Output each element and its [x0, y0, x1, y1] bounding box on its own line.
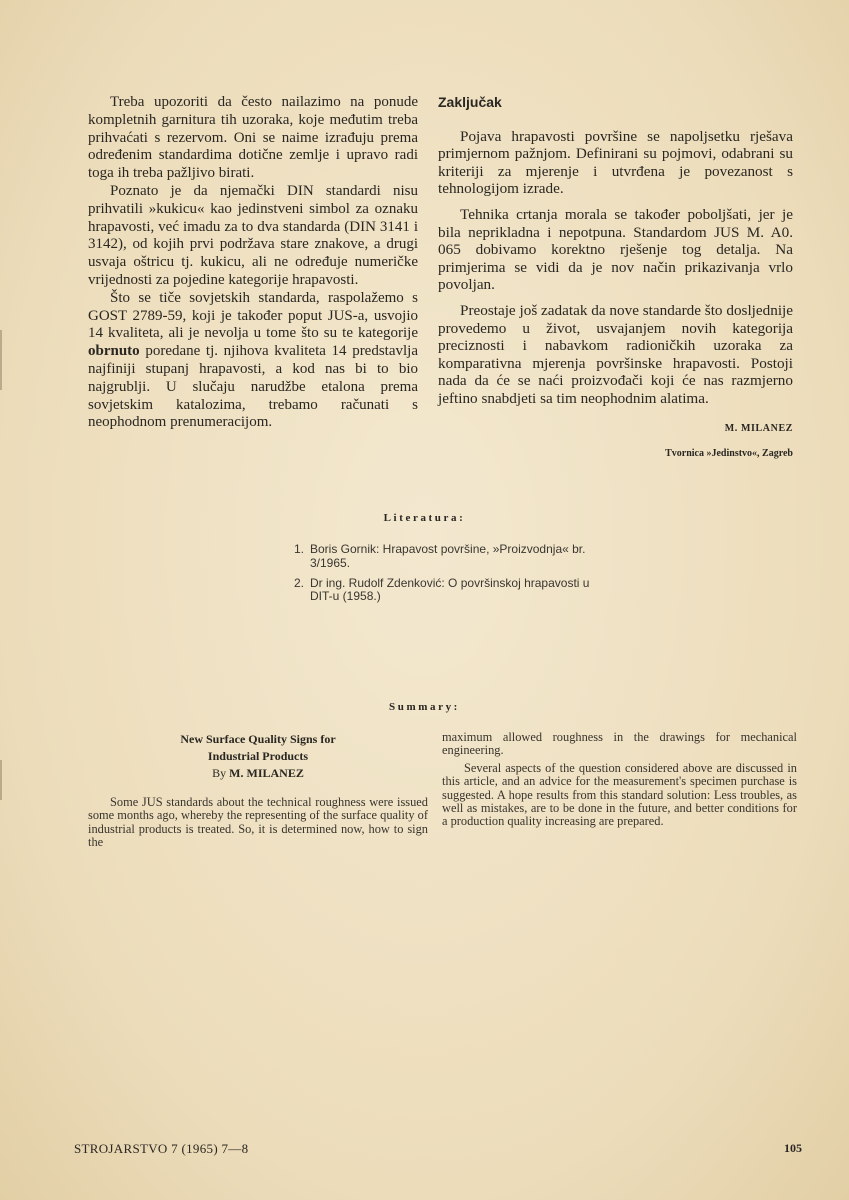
binding-edge-mark	[0, 330, 2, 390]
reference-number: 2.	[294, 575, 305, 590]
by-label: By	[212, 766, 227, 780]
summary-left-text: Some JUS standards about the technical roughness were issued some months ago, whereby the representing of the surface quality of industrial products is treated. So, it is determined now, how to sign the	[88, 795, 428, 850]
journal-footer: STROJARSTVO 7 (1965) 7—8	[74, 1141, 249, 1156]
reference-item	[294, 577, 612, 605]
conclusion-paragraph-3: Preostaje još zadatak da nove standarde što dosljednije provedemo u život, usvajanjem novih kategorija preciznosti i nabavkom radioničkih uzoraka za komparativna mjerenja površinske hrapavosti. Postoji nada da će se naći proizvođači koji će nas razmjerno jeftino snabdjeti sa tim neophodnim alatima.	[438, 301, 793, 407]
emphasis-obrnuto: obrnuto	[88, 343, 140, 360]
summary-title-line-2: Industrial Products	[207, 749, 309, 763]
page-number: 105	[784, 1141, 802, 1155]
binding-edge-mark	[0, 760, 2, 800]
summary-right-paragraph-2: Several aspects of the question considered above are discussed in this article, and an advice for the measurement's specimen purchase is suggested. A hope results from this standard solution: Less troubles, as well as mistakes, are to be done in the future, and better conditions for a production quality increasing are prepared.	[442, 760, 797, 829]
reference-item	[294, 543, 612, 571]
author-signature: M. MILANEZ	[724, 422, 793, 434]
left-paragraph-2: Poznato je da njemački DIN standardi nisu prihvatili »kukicu« kao jedinstveni simbol za oznaku hrapavosti, već imadu za to dva standarda (DIN 3141 i 3142), od kojih prvi podržava stare znakove, a drugi usvaja oštricu tj. kukicu, ali ne određuje numeričke vrijednosti za pojedine kategorije hrapavosti.	[88, 182, 418, 288]
conclusion-paragraph-1: Pojava hrapavosti površine se napoljsetku rješava primjernom pažnjom. Definirani su pojmovi, odabrani su kriteriji za mjerenje i utvrđena je povezanost s tehnologijom izrade.	[438, 127, 793, 198]
reference-text: Dr ing. Rudolf Zdenković: O površinskoj hrapavosti u DIT-u (1958.)	[310, 575, 590, 604]
left-paragraph-3	[88, 290, 418, 432]
conclusion-paragraph-2: Tehnika crtanja morala se također poboljšati, jer je bila neprikladna i nepotpuna. Standardom JUS M. A0. 065 dobivamo korektno rješenje tog detalja. Na primjerima se vidi da je nov način prikazivanja vrlo povoljan.	[438, 205, 793, 294]
right-column	[438, 94, 793, 463]
summary-title-line-1: New Surface Quality Signs for	[180, 732, 336, 746]
conclusion-heading: Zaključak	[438, 94, 502, 110]
summary-right-column	[442, 731, 797, 829]
left-paragraph-3-end: poredane tj. njihova kvaliteta 14 predstavlja najfiniji stupanj hrapavosti, a kod nas bi to bio najgrublji. U slučaju narudžbe etalona prema sovjetskim katalozima, trebamo računati s neophodnom prenumeracijom.	[88, 343, 418, 431]
left-column	[88, 94, 418, 432]
summary-left-column	[88, 731, 428, 850]
reference-text: Boris Gornik: Hrapavost površine, »Proizvodnja« br. 3/1965.	[310, 542, 586, 570]
summary-author: M. MILANEZ	[229, 766, 304, 780]
summary-byline	[88, 765, 428, 782]
author-affiliation: Tvornica »Jedinstvo«, Zagreb	[665, 448, 793, 460]
reference-number: 1.	[294, 542, 305, 556]
summary-heading: Summary:	[389, 701, 460, 713]
reference-list	[294, 543, 612, 610]
summary-right-paragraph-1: maximum allowed roughness in the drawings for mechanical engineering.	[442, 730, 797, 758]
literature-heading: Literatura:	[383, 512, 466, 524]
left-paragraph-3-start: Što se tiče sovjetskih standarda, raspolažemo s GOST 2789-59, koji je također poput JUS-a, usvojio 14 kvaliteta, ali je nevolja u tome što su te kategorije	[88, 289, 418, 342]
left-paragraph-1: Treba upozoriti da često nailazimo na ponude kompletnih garnitura tih uzoraka, koje međutim treba prihvaćati s rezervom. Oni se naime izrađuju prema određenim standardima dotične zemlje i upravo radi toga ih treba pažljivo birati.	[88, 94, 418, 182]
